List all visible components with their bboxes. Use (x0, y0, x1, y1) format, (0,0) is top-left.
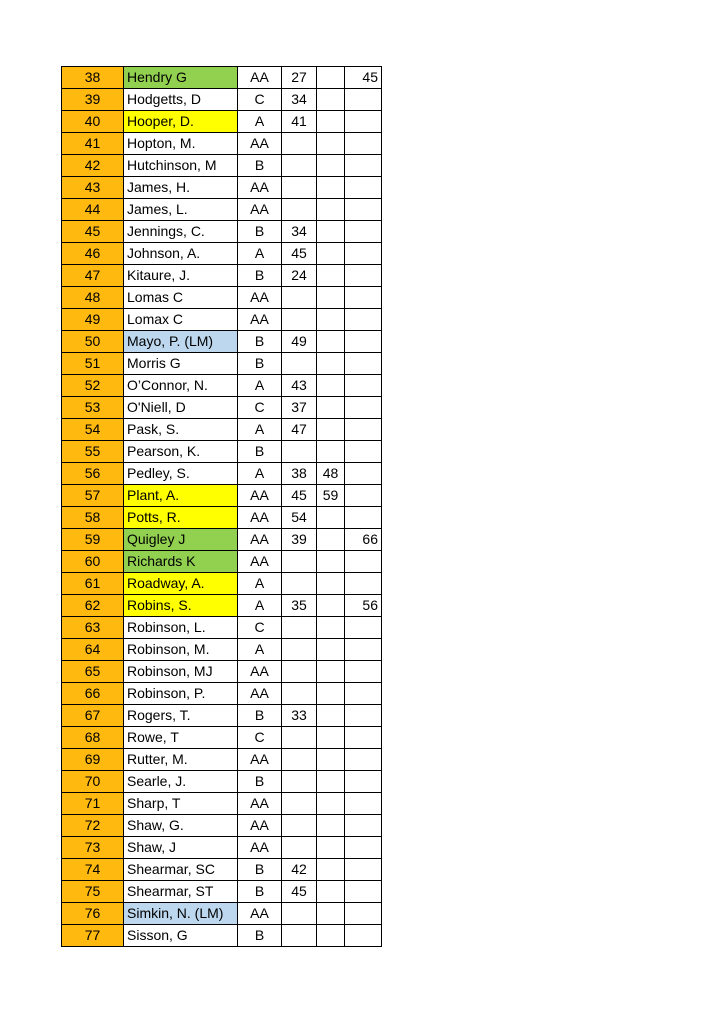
score-2-cell (317, 67, 345, 89)
score-1-cell: 34 (282, 89, 317, 111)
table-row (62, 441, 382, 463)
table-row (62, 661, 382, 683)
score-3-cell (345, 353, 382, 375)
row-number-cell: 42 (62, 155, 124, 177)
score-1-cell: 43 (282, 375, 317, 397)
row-number-cell: 66 (62, 683, 124, 705)
row-number-cell: 75 (62, 881, 124, 903)
table-row (62, 881, 382, 903)
table-row (62, 837, 382, 859)
score-2-cell (317, 397, 345, 419)
table-row (62, 551, 382, 573)
score-2-cell (317, 89, 345, 111)
table-row (62, 463, 382, 485)
member-name-cell: Rogers, T. (124, 705, 238, 727)
grade-cell: AA (238, 815, 282, 837)
row-number-cell: 58 (62, 507, 124, 529)
score-1-cell: 38 (282, 463, 317, 485)
score-2-cell (317, 375, 345, 397)
score-2-cell (317, 441, 345, 463)
row-number-cell: 40 (62, 111, 124, 133)
score-1-cell: 54 (282, 507, 317, 529)
score-3-cell (345, 111, 382, 133)
row-number-cell: 76 (62, 903, 124, 925)
score-3-cell (345, 793, 382, 815)
member-name-cell: Lomax C (124, 309, 238, 331)
member-name-cell: Hendry G (124, 67, 238, 89)
score-3-cell (345, 925, 382, 947)
member-name-cell: Mayo, P. (LM) (124, 331, 238, 353)
member-name-cell: Searle, J. (124, 771, 238, 793)
grade-cell: AA (238, 199, 282, 221)
grade-cell: AA (238, 903, 282, 925)
score-1-cell (282, 837, 317, 859)
member-name-cell: Lomas C (124, 287, 238, 309)
table-row (62, 749, 382, 771)
table-row (62, 727, 382, 749)
score-1-cell (282, 903, 317, 925)
score-1-cell: 24 (282, 265, 317, 287)
table-row (62, 111, 382, 133)
grade-cell: AA (238, 837, 282, 859)
score-1-cell (282, 573, 317, 595)
score-3-cell (345, 485, 382, 507)
score-2-cell (317, 925, 345, 947)
score-3-cell (345, 859, 382, 881)
score-2-cell (317, 419, 345, 441)
row-number-cell: 54 (62, 419, 124, 441)
member-name-cell: Hutchinson, M (124, 155, 238, 177)
grade-cell: A (238, 463, 282, 485)
grade-cell: AA (238, 177, 282, 199)
row-number-cell: 52 (62, 375, 124, 397)
score-2-cell (317, 705, 345, 727)
score-3-cell (345, 89, 382, 111)
grade-cell: AA (238, 309, 282, 331)
member-name-cell: Sharp, T (124, 793, 238, 815)
score-3-cell: 56 (345, 595, 382, 617)
member-name-cell: Shearmar, ST (124, 881, 238, 903)
grade-cell: B (238, 265, 282, 287)
score-3-cell (345, 287, 382, 309)
score-2-cell (317, 683, 345, 705)
row-number-cell: 47 (62, 265, 124, 287)
score-1-cell (282, 309, 317, 331)
member-name-cell: Robinson, MJ (124, 661, 238, 683)
table-row (62, 155, 382, 177)
row-number-cell: 60 (62, 551, 124, 573)
row-number-cell: 65 (62, 661, 124, 683)
member-name-cell: Pask, S. (124, 419, 238, 441)
score-2-cell (317, 177, 345, 199)
score-3-cell (345, 815, 382, 837)
grade-cell: AA (238, 551, 282, 573)
score-3-cell (345, 837, 382, 859)
score-3-cell (345, 881, 382, 903)
table-row (62, 265, 382, 287)
score-3-cell (345, 265, 382, 287)
score-1-cell (282, 793, 317, 815)
member-name-cell: Pearson, K. (124, 441, 238, 463)
row-number-cell: 43 (62, 177, 124, 199)
score-2-cell (317, 617, 345, 639)
grade-cell: A (238, 573, 282, 595)
member-name-cell: O’Connor, N. (124, 375, 238, 397)
table-row (62, 243, 382, 265)
score-3-cell (345, 771, 382, 793)
score-1-cell (282, 155, 317, 177)
grade-cell: AA (238, 485, 282, 507)
member-name-cell: Potts, R. (124, 507, 238, 529)
score-2-cell (317, 837, 345, 859)
score-2-cell (317, 859, 345, 881)
member-name-cell: Roadway, A. (124, 573, 238, 595)
member-name-cell: Hodgetts, D (124, 89, 238, 111)
score-2-cell (317, 507, 345, 529)
row-number-cell: 39 (62, 89, 124, 111)
grade-cell: AA (238, 507, 282, 529)
member-name-cell: Robins, S. (124, 595, 238, 617)
score-3-cell (345, 221, 382, 243)
member-name-cell: James, L. (124, 199, 238, 221)
score-1-cell: 35 (282, 595, 317, 617)
table-row (62, 177, 382, 199)
score-3-cell (345, 617, 382, 639)
row-number-cell: 68 (62, 727, 124, 749)
score-1-cell (282, 749, 317, 771)
score-3-cell (345, 573, 382, 595)
table-row (62, 639, 382, 661)
score-3-cell (345, 727, 382, 749)
score-2-cell (317, 793, 345, 815)
member-name-cell: O'Niell, D (124, 397, 238, 419)
grade-cell: A (238, 419, 282, 441)
score-3-cell (345, 639, 382, 661)
score-2-cell (317, 529, 345, 551)
table-row (62, 595, 382, 617)
score-1-cell (282, 551, 317, 573)
score-1-cell (282, 199, 317, 221)
grade-cell: AA (238, 529, 282, 551)
score-1-cell: 41 (282, 111, 317, 133)
grade-cell: AA (238, 749, 282, 771)
score-2-cell (317, 287, 345, 309)
score-1-cell (282, 815, 317, 837)
table-row (62, 199, 382, 221)
row-number-cell: 73 (62, 837, 124, 859)
member-name-cell: Hopton, M. (124, 133, 238, 155)
grade-cell: AA (238, 683, 282, 705)
table-row (62, 353, 382, 375)
grade-cell: C (238, 617, 282, 639)
table-row (62, 815, 382, 837)
score-3-cell (345, 309, 382, 331)
table-row (62, 507, 382, 529)
row-number-cell: 69 (62, 749, 124, 771)
member-name-cell: Morris G (124, 353, 238, 375)
table-row (62, 683, 382, 705)
table-row (62, 331, 382, 353)
score-3-cell (345, 177, 382, 199)
row-number-cell: 62 (62, 595, 124, 617)
score-1-cell (282, 727, 317, 749)
score-1-cell (282, 617, 317, 639)
member-name-cell: Rowe, T (124, 727, 238, 749)
score-2-cell (317, 595, 345, 617)
grade-cell: B (238, 155, 282, 177)
table-row (62, 771, 382, 793)
table-row (62, 485, 382, 507)
grade-cell: B (238, 331, 282, 353)
score-2-cell (317, 881, 345, 903)
score-3-cell (345, 551, 382, 573)
row-number-cell: 63 (62, 617, 124, 639)
score-1-cell: 39 (282, 529, 317, 551)
grade-cell: B (238, 881, 282, 903)
score-3-cell: 66 (345, 529, 382, 551)
score-1-cell: 27 (282, 67, 317, 89)
member-name-cell: Robinson, L. (124, 617, 238, 639)
grade-cell: AA (238, 661, 282, 683)
grade-cell: B (238, 705, 282, 727)
score-2-cell (317, 155, 345, 177)
row-number-cell: 77 (62, 925, 124, 947)
score-2-cell (317, 353, 345, 375)
score-3-cell (345, 683, 382, 705)
score-1-cell: 45 (282, 881, 317, 903)
score-3-cell (345, 661, 382, 683)
row-number-cell: 49 (62, 309, 124, 331)
row-number-cell: 45 (62, 221, 124, 243)
row-number-cell: 64 (62, 639, 124, 661)
score-2-cell (317, 771, 345, 793)
row-number-cell: 53 (62, 397, 124, 419)
score-2-cell (317, 331, 345, 353)
grade-cell: AA (238, 133, 282, 155)
score-3-cell (345, 507, 382, 529)
grade-cell: B (238, 771, 282, 793)
score-2-cell (317, 639, 345, 661)
member-name-cell: Robinson, P. (124, 683, 238, 705)
row-number-cell: 61 (62, 573, 124, 595)
grade-cell: AA (238, 287, 282, 309)
grade-cell: A (238, 111, 282, 133)
table-row (62, 89, 382, 111)
grade-cell: AA (238, 793, 282, 815)
score-2-cell (317, 903, 345, 925)
member-name-cell: Robinson, M. (124, 639, 238, 661)
table-row (62, 573, 382, 595)
row-number-cell: 51 (62, 353, 124, 375)
score-3-cell (345, 243, 382, 265)
score-1-cell (282, 287, 317, 309)
table-row (62, 221, 382, 243)
member-table-body (62, 67, 382, 947)
grade-cell: C (238, 397, 282, 419)
score-2-cell (317, 749, 345, 771)
score-1-cell: 33 (282, 705, 317, 727)
member-name-cell: Simkin, N. (LM) (124, 903, 238, 925)
score-3-cell (345, 331, 382, 353)
member-name-cell: Johnson, A. (124, 243, 238, 265)
score-1-cell (282, 771, 317, 793)
grade-cell: C (238, 727, 282, 749)
score-3-cell (345, 903, 382, 925)
row-number-cell: 57 (62, 485, 124, 507)
table-row (62, 133, 382, 155)
score-3-cell: 45 (345, 67, 382, 89)
row-number-cell: 44 (62, 199, 124, 221)
grade-cell: A (238, 639, 282, 661)
grade-cell: C (238, 89, 282, 111)
member-name-cell: Shearmar, SC (124, 859, 238, 881)
score-1-cell (282, 133, 317, 155)
row-number-cell: 56 (62, 463, 124, 485)
score-3-cell (345, 749, 382, 771)
score-1-cell: 45 (282, 243, 317, 265)
table-row (62, 529, 382, 551)
score-2-cell (317, 243, 345, 265)
table-row (62, 617, 382, 639)
grade-cell: AA (238, 67, 282, 89)
score-1-cell: 42 (282, 859, 317, 881)
score-1-cell: 37 (282, 397, 317, 419)
table-row (62, 859, 382, 881)
grade-cell: B (238, 925, 282, 947)
score-3-cell (345, 375, 382, 397)
member-name-cell: Pedley, S. (124, 463, 238, 485)
score-1-cell: 49 (282, 331, 317, 353)
table-row (62, 419, 382, 441)
score-2-cell (317, 815, 345, 837)
score-2-cell: 59 (317, 485, 345, 507)
score-1-cell (282, 177, 317, 199)
table-row (62, 793, 382, 815)
score-1-cell (282, 661, 317, 683)
member-name-cell: Rutter, M. (124, 749, 238, 771)
table-row (62, 705, 382, 727)
row-number-cell: 74 (62, 859, 124, 881)
table-row (62, 67, 382, 89)
row-number-cell: 46 (62, 243, 124, 265)
score-1-cell: 47 (282, 419, 317, 441)
score-3-cell (345, 199, 382, 221)
score-2-cell (317, 221, 345, 243)
score-2-cell: 48 (317, 463, 345, 485)
member-name-cell: James, H. (124, 177, 238, 199)
grade-cell: B (238, 353, 282, 375)
member-name-cell: Richards K (124, 551, 238, 573)
score-2-cell (317, 551, 345, 573)
score-1-cell: 45 (282, 485, 317, 507)
score-3-cell (345, 463, 382, 485)
row-number-cell: 41 (62, 133, 124, 155)
member-table (61, 66, 382, 947)
table-row (62, 397, 382, 419)
score-1-cell (282, 639, 317, 661)
table-row (62, 309, 382, 331)
score-1-cell: 34 (282, 221, 317, 243)
score-2-cell (317, 111, 345, 133)
score-3-cell (345, 705, 382, 727)
table-row (62, 903, 382, 925)
row-number-cell: 38 (62, 67, 124, 89)
score-2-cell (317, 199, 345, 221)
member-name-cell: Jennings, C. (124, 221, 238, 243)
member-name-cell: Quigley J (124, 529, 238, 551)
grade-cell: B (238, 441, 282, 463)
member-name-cell: Kitaure, J. (124, 265, 238, 287)
grade-cell: A (238, 243, 282, 265)
table-row (62, 375, 382, 397)
score-2-cell (317, 573, 345, 595)
member-name-cell: Hooper, D. (124, 111, 238, 133)
score-3-cell (345, 419, 382, 441)
table-row (62, 925, 382, 947)
score-3-cell (345, 397, 382, 419)
row-number-cell: 67 (62, 705, 124, 727)
score-2-cell (317, 309, 345, 331)
row-number-cell: 71 (62, 793, 124, 815)
grade-cell: A (238, 595, 282, 617)
score-1-cell (282, 353, 317, 375)
member-name-cell: Plant, A. (124, 485, 238, 507)
row-number-cell: 48 (62, 287, 124, 309)
score-1-cell (282, 925, 317, 947)
table-row (62, 287, 382, 309)
score-3-cell (345, 441, 382, 463)
row-number-cell: 50 (62, 331, 124, 353)
score-2-cell (317, 727, 345, 749)
row-number-cell: 59 (62, 529, 124, 551)
score-1-cell (282, 441, 317, 463)
row-number-cell: 72 (62, 815, 124, 837)
grade-cell: B (238, 221, 282, 243)
grade-cell: A (238, 375, 282, 397)
score-2-cell (317, 265, 345, 287)
member-name-cell: Shaw, J (124, 837, 238, 859)
member-name-cell: Shaw, G. (124, 815, 238, 837)
score-2-cell (317, 133, 345, 155)
row-number-cell: 70 (62, 771, 124, 793)
score-2-cell (317, 661, 345, 683)
score-3-cell (345, 155, 382, 177)
member-name-cell: Sisson, G (124, 925, 238, 947)
row-number-cell: 55 (62, 441, 124, 463)
score-1-cell (282, 683, 317, 705)
score-3-cell (345, 133, 382, 155)
grade-cell: B (238, 859, 282, 881)
